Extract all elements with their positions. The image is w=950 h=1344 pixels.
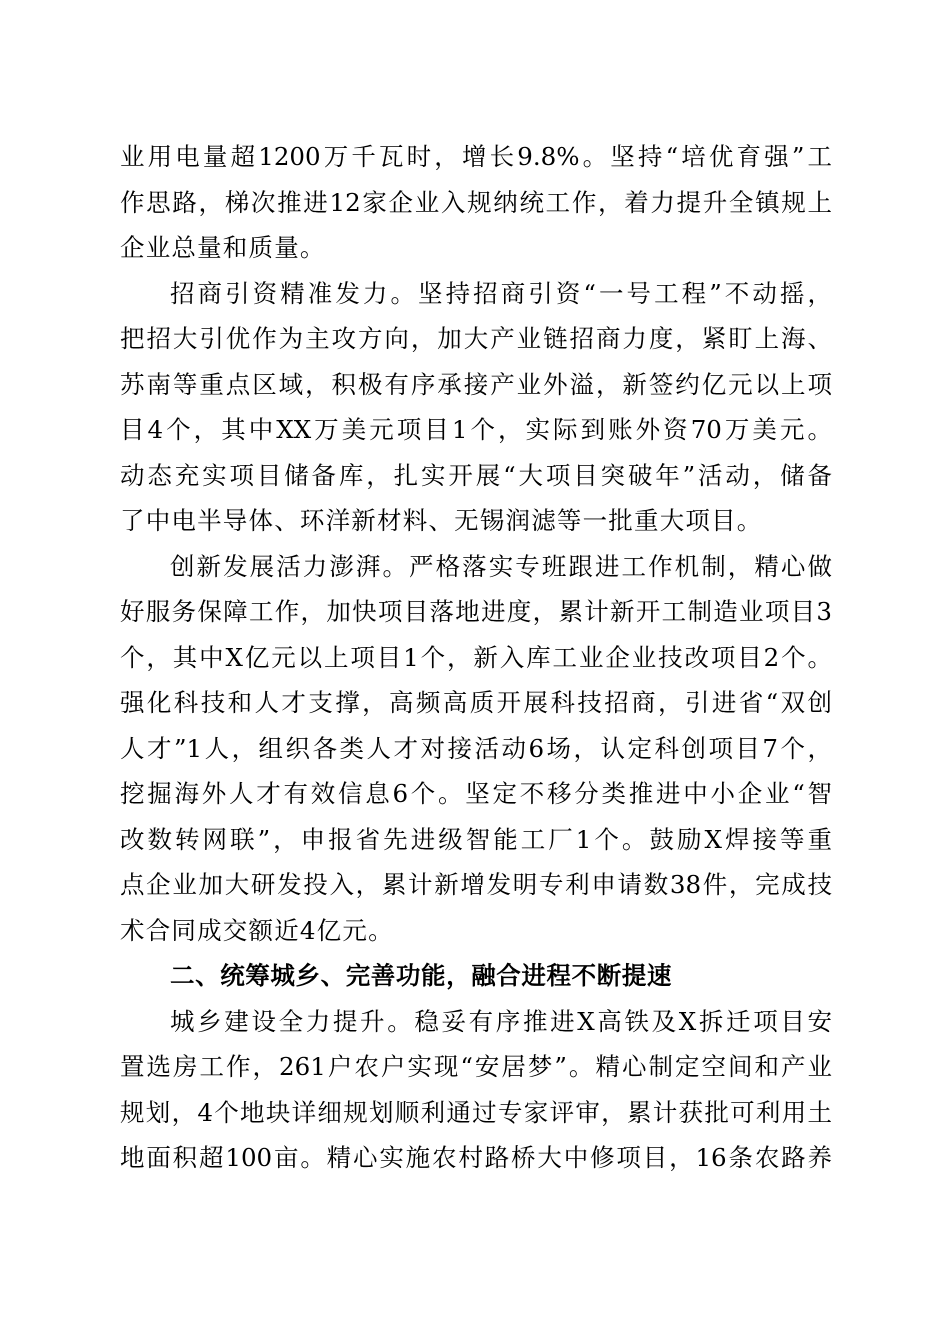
text-line: 目4个，其中XX万美元项目1个，实际到账外资70万美元。	[120, 415, 832, 444]
text-line: 把招大引优作为主攻方向，加大产业链招商力度，紧盯上海、	[120, 324, 832, 353]
text-line: 好服务保障工作，加快项目落地进度，累计新开工制造业项目3	[120, 597, 832, 626]
text-line: 规划，4个地块详细规划顺利通过专家评审，累计获批可利用土	[120, 1097, 832, 1127]
text-line: 了中电半导体、环洋新材料、无锡润滤等一批重大项目。	[120, 506, 763, 535]
text-line: 动态充实项目储备库，扎实开展“大项目突破年”活动，储备	[120, 460, 832, 490]
section-heading: 二、统筹城乡、完善功能，融合进程不断提速	[170, 961, 672, 990]
text-line: 业用电量超1200万千瓦时，增长9.8%。坚持“培优育强”工	[120, 142, 832, 171]
text-line: 苏南等重点区域，积极有序承接产业外溢，新签约亿元以上项	[120, 369, 832, 399]
text-line: 个，其中X亿元以上项目1个，新入库工业企业技改项目2个。	[120, 642, 832, 672]
text-line: 强化科技和人才支撑，高频高质开展科技招商，引进省“双创	[120, 688, 832, 717]
text-line: 置选房工作，261户农户实现“安居梦”。精心制定空间和产业	[120, 1052, 832, 1081]
text-line: 点企业加大研发投入，累计新增发明专利申请数38件，完成技	[120, 870, 832, 899]
text-line: 企业总量和质量。	[120, 233, 326, 262]
text-line: 改数转网联”，申报省先进级智能工厂1个。鼓励X焊接等重	[120, 824, 832, 854]
text-line: 人才”1人，组织各类人才对接活动6场，认定科创项目7个，	[120, 733, 832, 763]
text-line: 城乡建设全力提升。稳妥有序推进X高铁及X拆迁项目安	[170, 1006, 832, 1036]
text-line: 招商引资精准发力。坚持招商引资“一号工程”不动摇，	[170, 278, 832, 308]
text-line: 创新发展活力澎湃。严格落实专班跟进工作机制，精心做	[170, 551, 832, 581]
text-line: 地面积超100亩。精心实施农村路桥大中修项目，16条农路养	[120, 1143, 832, 1172]
text-line: 作思路，梯次推进12家企业入规纳统工作，着力提升全镇规上	[120, 187, 832, 217]
text-line: 挖掘海外人才有效信息6个。坚定不移分类推进中小企业“智	[120, 779, 832, 808]
text-line: 术合同成交额近4亿元。	[120, 915, 394, 945]
